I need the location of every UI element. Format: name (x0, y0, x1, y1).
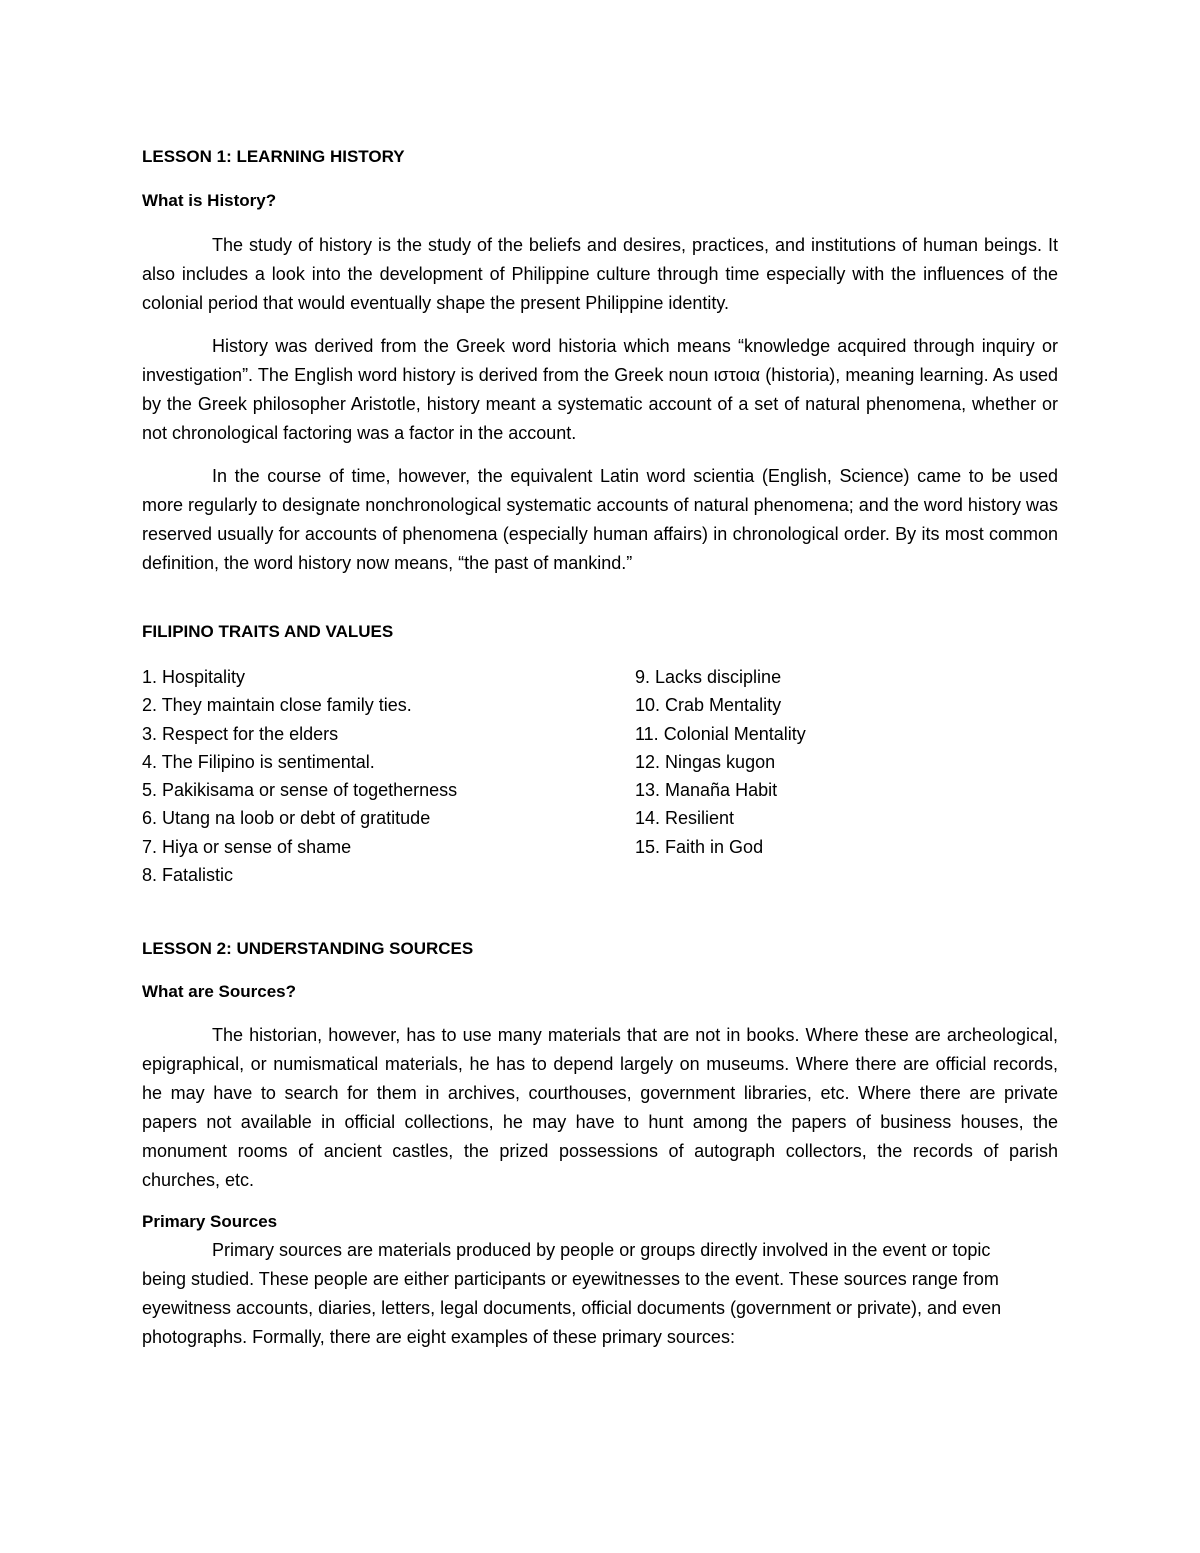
traits-list-left (142, 663, 457, 889)
list-item: 4. The Filipino is sentimental. (142, 751, 375, 772)
list-item: 13. Manaña Habit (635, 780, 778, 801)
list-item: 9. Lacks discipline (635, 667, 782, 687)
list-item: 14. Resilient (635, 808, 735, 829)
traits-list-right (635, 663, 806, 861)
list-item: 6. Utang na loob or debt of gratitude (142, 808, 431, 829)
list-item: 12. Ningas kugon (635, 751, 776, 772)
primary-sources-paragraph: Primary sources are materials produced by people or groups directly involved in the event or topic being studied. These people are either participants or eyewitnesses to the event. These sources range from eyewitness accounts, diaries, letters, legal documents, official documents (government or private), and even photographs. Formally, there are eight examples of these primary sources: (142, 1240, 1002, 1347)
lesson2-title: LESSON 2: UNDERSTANDING SOURCES (142, 939, 474, 958)
list-item: 5. Pakikisama or sense of togetherness (142, 780, 458, 801)
list-item: 11. Colonial Mentality (635, 723, 806, 744)
list-item: 15. Faith in God (635, 836, 764, 857)
traits-title: FILIPINO TRAITS AND VALUES (142, 622, 394, 641)
list-item: 7. Hiya or sense of shame (142, 836, 352, 857)
document-page (142, 0, 1058, 1553)
lesson1-title: LESSON 1: LEARNING HISTORY (142, 147, 405, 166)
primary-sources-title: Primary Sources (142, 1212, 278, 1231)
lesson1-paragraph-2: History was derived from the Greek word historia which means “knowledge acquired through inquiry or investigation”. The English word history is derived from the Greek noun ιστοια (historia), meaning learning. As used by the Greek philosopher Aristotle, history meant a systematic account of a set of natural phenomena, whether or not chronological factoring was a factor in the account. (142, 336, 1058, 443)
list-item: 10. Crab Mentality (635, 695, 782, 716)
list-item: 2. They maintain close family ties. (142, 695, 412, 716)
list-item: 1. Hospitality (142, 667, 246, 687)
lesson1-paragraph-1: The study of history is the study of the beliefs and desires, practices, and institutions of human beings. It also includes a look into the development of Philippine culture through time especially with the influences of the colonial period that would eventually shape the present Philippine identity. (142, 235, 1058, 313)
list-item: 8. Fatalistic (142, 865, 234, 886)
lesson2-paragraph: The historian, however, has to use many materials that are not in books. Where these are archeological, epigraphical, or numismatical materials, he has to depend largely on museums. Where there are official records, he may have to search for them in archives, courthouses, government libraries, etc. Where there are private papers not available in official collections, he may have to hunt among the papers of business houses, the monument rooms of ancient castles, the prized possessions of autograph collectors, the records of parish churches, etc. (142, 1025, 1058, 1190)
lesson2-question: What are Sources? (142, 982, 296, 1001)
lesson1-paragraph-3: In the course of time, however, the equivalent Latin word scientia (English, Science) came to be used more regularly to designate nonchronological systematic accounts of natural phenomena; and the word history was reserved usually for accounts of phenomena (especially human affairs) in chronological order. By its most common definition, the word history now means, “the past of mankind.” (142, 466, 1058, 573)
list-item: 3. Respect for the elders (142, 723, 339, 744)
lesson1-question: What is History? (142, 191, 277, 210)
